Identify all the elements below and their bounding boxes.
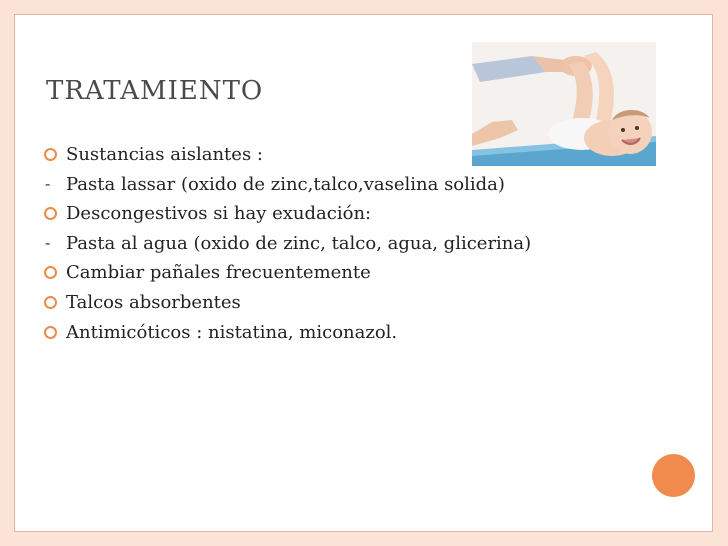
bullet-ring-icon <box>44 326 64 339</box>
decorative-circle <box>652 454 695 497</box>
list-item <box>44 258 531 287</box>
bullet-ring-icon <box>44 266 64 279</box>
list-item <box>44 140 531 169</box>
bullet-dash-icon: - <box>45 174 51 194</box>
bullet-text: Sustancias aislantes : <box>66 144 263 165</box>
list-item <box>44 318 531 347</box>
list-item <box>44 170 531 199</box>
bullet-text: Cambiar pañales frecuentemente <box>66 262 371 284</box>
bullet-text: Antimicóticos : nistatina, miconazol. <box>66 321 398 343</box>
slide-title: TRATAMIENTO <box>46 76 264 106</box>
list-item <box>44 199 531 228</box>
bullet-ring-icon <box>44 148 64 161</box>
list-item <box>44 288 531 317</box>
bullet-ring-icon <box>44 296 64 309</box>
bullet-text: Talcos absorbentes <box>66 291 241 313</box>
bullet-dash-icon: - <box>45 233 51 253</box>
bullet-list <box>44 140 531 347</box>
list-item <box>44 229 531 258</box>
bullet-text: Descongestivos si hay exudación: <box>66 203 372 225</box>
bullet-ring-icon <box>44 207 64 220</box>
bullet-text: Pasta al agua (oxido de zinc, talco, agua, glicerina) <box>66 232 532 254</box>
bullet-text: Pasta lassar (oxido de zinc,talco,vaselina solida) <box>66 173 505 195</box>
